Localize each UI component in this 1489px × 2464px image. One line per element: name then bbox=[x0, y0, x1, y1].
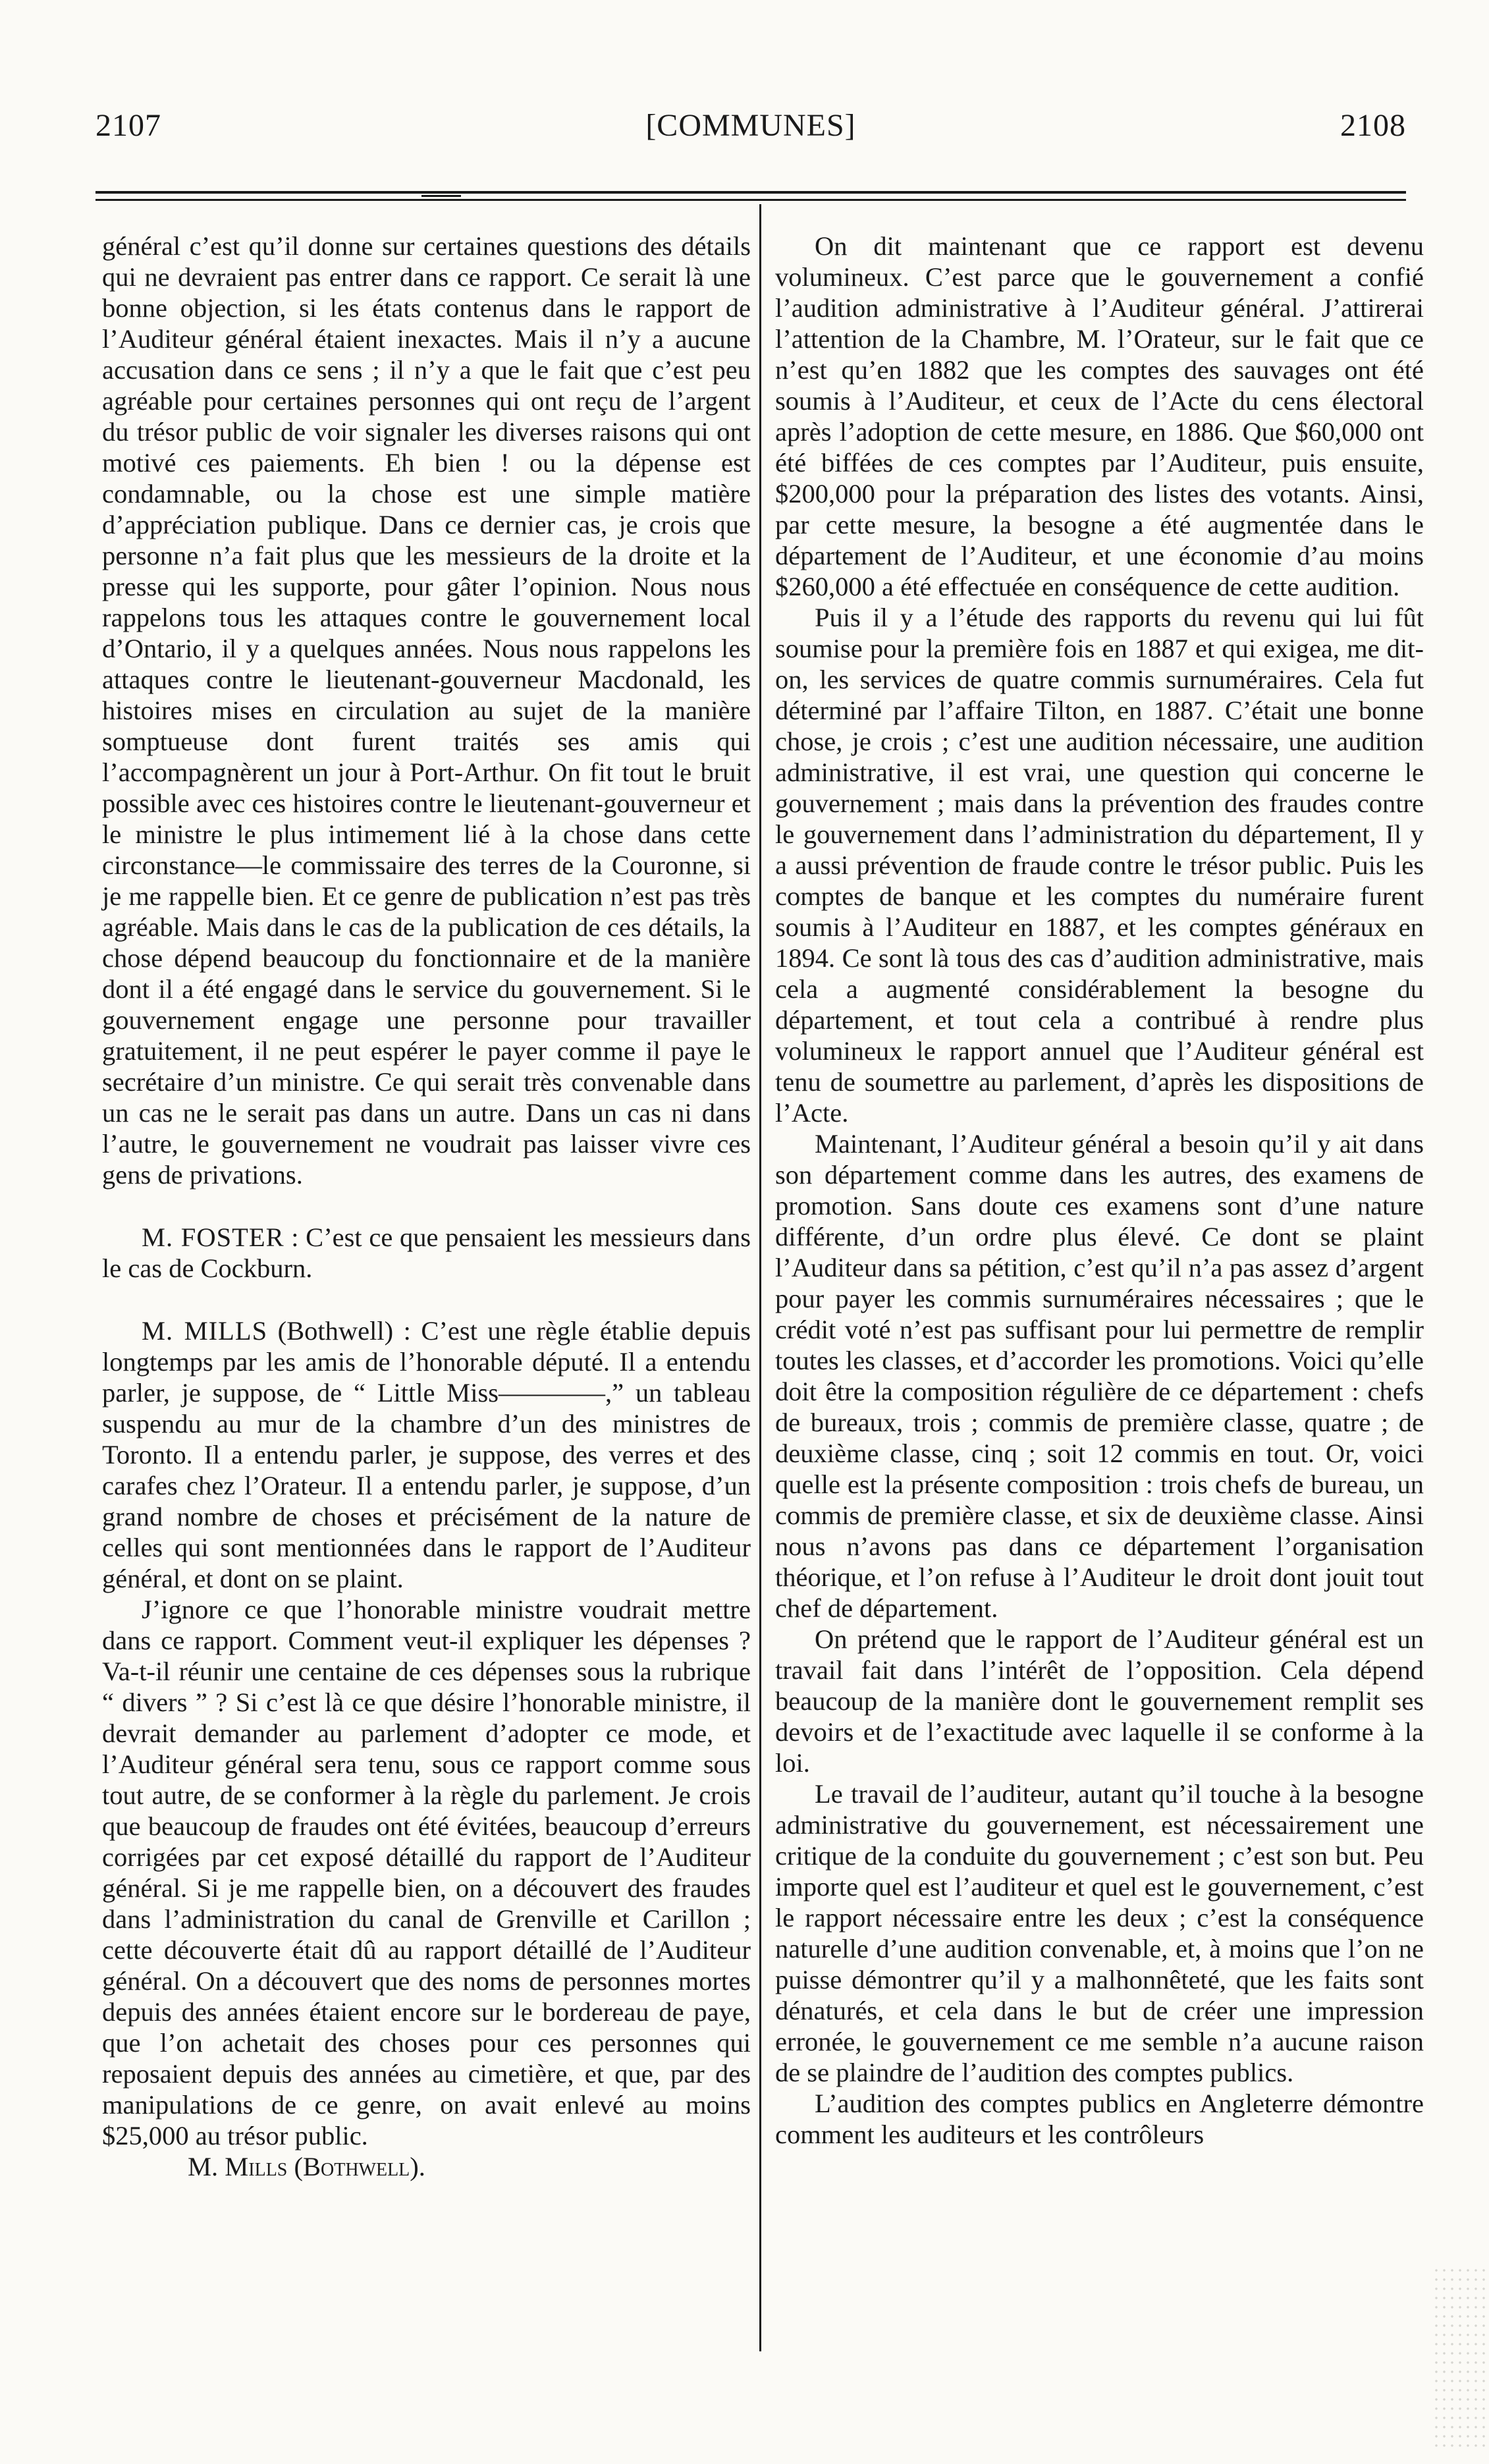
header-rule-mark bbox=[421, 195, 461, 197]
page-header bbox=[95, 99, 1406, 151]
remark-text: (Bothwell) : C’est une règle établie depuis longtemps par les amis de l’honorable député. Il a entendu parler, je suppose, de “ Little Miss————,” un tableau suspendu au mur de la chambre d’un des ministres de Toronto. Il a entendu parler, je suppose, des verres et des carafes chez l’Orateur. Il a entendu parler, je suppose, d’un grand nombre de choses et précisément de la nature de celles qui sont mentionnées dans le rapport de l’Auditeur général, et dont on se plaint. bbox=[102, 1316, 751, 1593]
right-column bbox=[775, 231, 1424, 2150]
paragraph: général c’est qu’il donne sur certaines questions des détails qui ne devraient pas entrer dans ce rapport. Ce serait là une bonne objection, si les états contenus dans le rapport de l’Auditeur général étaient inexactes. Mais il n’y a aucune accusation dans ce sens ; il n’y a que le fait que c’est peu agréable pour certaines personnes qui ont reçu de l’argent du trésor public de voir signaler les diverses raisons qui ont motivé ces paiements. Eh bien ! ou la dépense est condamnable, ou la chose est une simple matière d’appréciation publique. Dans ce dernier cas, je crois que personne n’a fait plus que les messieurs de la droite et la presse qui les supporte, pour gâter l’opinion. Nous nous rappelons tous les attaques contre le gouvernement local d’Ontario, il y a quelques années. Nous nous rappelons les attaques contre le lieutenant-gouverneur Macdonald, les histoires mises en circulation au sujet de la manière somptueuse dont furent traités ses amis qui l’accompagnèrent un jour à Port-Arthur. On fit tout le bruit possible avec ces histoires contre le lieutenant-gouverneur et le ministre le plus intimement lié à la chose dans cette circonstance—le commissaire des terres de la Couronne, si je me rappelle bien. Et ce genre de publication n’est pas très agréable. Mais dans le cas de la publication de ces détails, la chose dépend beaucoup du fonctionnaire et de la manière dont il a été engagé dans le service du gouvernement. Si le gouvernement engage une personne pour travailler gratuitement, il ne peut espérer le payer comme il paye le secrétaire d’un ministre. Ce qui serait très convenable dans un cas ne le serait pas dans un autre. Dans un cas ni dans l’autre, le gouvernement ne voudrait pas laisser vivre ces gens de privations. bbox=[102, 231, 751, 1190]
header-rule-top bbox=[95, 191, 1406, 194]
mills-remark bbox=[102, 1315, 751, 1594]
paragraph: Maintenant, l’Auditeur général a besoin qu’il y ait dans son département comme dans les autres, des examens de promotion. Sans doute ces examens sont d’une nature différente, d’un ordre plus élevé. Ce dont se plaint l’Auditeur dans sa pétition, c’est qu’il n’a pas assez d’argent pour payer les commis surnuméraires nécessaires ; que le crédit voté n’est pas suffisant pour lui permettre de remplir toutes les classes, et d’accorder les promotions. Voici qu’elle doit être la composition régulière de ce département : chefs de bureaux, trois ; commis de première classe, quatre ; de deuxième classe, cinq ; soit 12 commis en tout. Or, voici quelle est la présente composition : trois chefs de bureau, un commis de première classe, et six de deuxième classe. Ainsi nous n’avons pas dans ce département l’organisation théorique, et l’on refuse à l’Auditeur le droit dont jouit tout chef de département. bbox=[775, 1129, 1424, 1623]
speaker-signature: M. Mills (Bothwell). bbox=[188, 2152, 425, 2181]
foster-remark bbox=[102, 1222, 751, 1284]
paragraph: On dit maintenant que ce rapport est devenu volumineux. C’est parce que le gouvernement a confié l’audition administrative à l’Auditeur général. J’attirerai l’attention de la Chambre, M. l’Orateur, sur le fait que ce n’est qu’en 1882 que les comptes des sauvages ont été soumis à l’Auditeur, et ceux de l’Acte du cens électoral après l’adoption de cette mesure, en 1886. Que $60,000 ont été biffées de ces comptes par l’Auditeur, puis ensuite, $200,000 pour la préparation des listes des votants. Ainsi, par cette mesure, la besogne a été augmentée dans le département de l’Auditeur, et une économie d’au moins $260,000 a été effectuée en conséquence de cette audition. bbox=[775, 231, 1424, 601]
page-number-left: 2107 bbox=[95, 107, 161, 143]
page-number-right: 2108 bbox=[1340, 107, 1406, 143]
paragraph: J’ignore ce que l’honorable ministre voudrait mettre dans ce rapport. Comment veut-il expliquer les dépenses ? Va-t-il réunir une centaine de ces dépenses sous la rubrique “ divers ” ? Si c’est là ce que désire l’honorable ministre, il devrait demander au parlement d’adopter ce mode, et l’Auditeur général sera tenu, sous ce rapport comme sous tout autre, de se conformer à la règle du parlement. Je crois que beaucoup de fraudes ont été évitées, beaucoup d’erreurs corrigées par cet exposé détaillé du rapport de l’Auditeur général. Si je me rappelle bien, on a découvert des fraudes dans l’administration du canal de Grenville et Carillon ; cette découverte était dû au rapport détaillé de l’Auditeur général. On a découvert que des noms de personnes mortes depuis des années étaient encore sur le bordereau de paye, que l’on achetait des choses pour ces personnes qui reposaient depuis des années au cimetière, et que, par des manipulations de ce genre, on avait enlevé au moins $25,000 au trésor public. bbox=[102, 1595, 751, 2150]
paragraph: L’audition des comptes publics en Angleterre démontre comment les auditeurs et les contrôleurs bbox=[775, 2089, 1424, 2149]
paragraph: On prétend que le rapport de l’Auditeur général est un travail fait dans l’intérêt de l’opposition. Cela dépend beaucoup de la manière dont le gouvernement remplit ses devoirs et de l’exactitude avec laquelle il se conforme à la loi. bbox=[775, 1624, 1424, 1778]
page-title: [COMMUNES] bbox=[645, 107, 856, 143]
column-divider bbox=[759, 204, 761, 2351]
scan-speckle bbox=[1432, 2266, 1485, 2450]
speaker-name: M. MILLS bbox=[142, 1316, 268, 1346]
remark-text: : C’est ce que pensaient les messieurs dans le cas de Cockburn. bbox=[102, 1222, 751, 1283]
left-column bbox=[102, 231, 751, 2182]
speaker-name: M. FOSTER bbox=[142, 1222, 284, 1252]
header-rule-bottom bbox=[95, 199, 1406, 201]
paragraph: Le travail de l’auditeur, autant qu’il touche à la besogne administrative du gouvernement, est nécessairement une critique de la conduite du gouvernement ; c’est son but. Peu importe quel est l’auditeur et quel est le gouvernement, c’est le rapport nécessaire entre les deux ; c’est la conséquence naturelle d’une audition convenable, et, à moins que l’on ne puisse démontrer qu’il y a malhonnêteté, que les faits sont dénaturés, et cela dans le but de créer une impression erronée, le gouvernement ce me semble n’a aucune raison de se plaindre de l’audition des comptes publics. bbox=[775, 1779, 1424, 2087]
paragraph: Puis il y a l’étude des rapports du revenu qui lui fût soumise pour la première fois en 1887 et qui exigea, me dit-on, les services de quatre commis surnuméraires. Cela fut déterminé par l’affaire Tilton, en 1887. C’était une bonne chose, je crois ; c’est une audition nécessaire, une audition administrative, il est vrai, une question qui concerne le gouvernement ; mais dans la prévention des fraudes contre le gouvernement dans l’administration du département, Il y a aussi prévention de fraude contre le trésor public. Puis les comptes de banque et les comptes du numéraire furent soumis à l’Auditeur en 1887, et les comptes généraux en 1894. Ce sont là tous des cas d’audition administrative, mais cela a augmenté considérablement la besogne du département, et tout cela a contribué à rendre plus volumineux le rapport annuel que l’Auditeur général est tenu de soumettre au parlement, d’après les dispositions de l’Acte. bbox=[775, 603, 1424, 1128]
